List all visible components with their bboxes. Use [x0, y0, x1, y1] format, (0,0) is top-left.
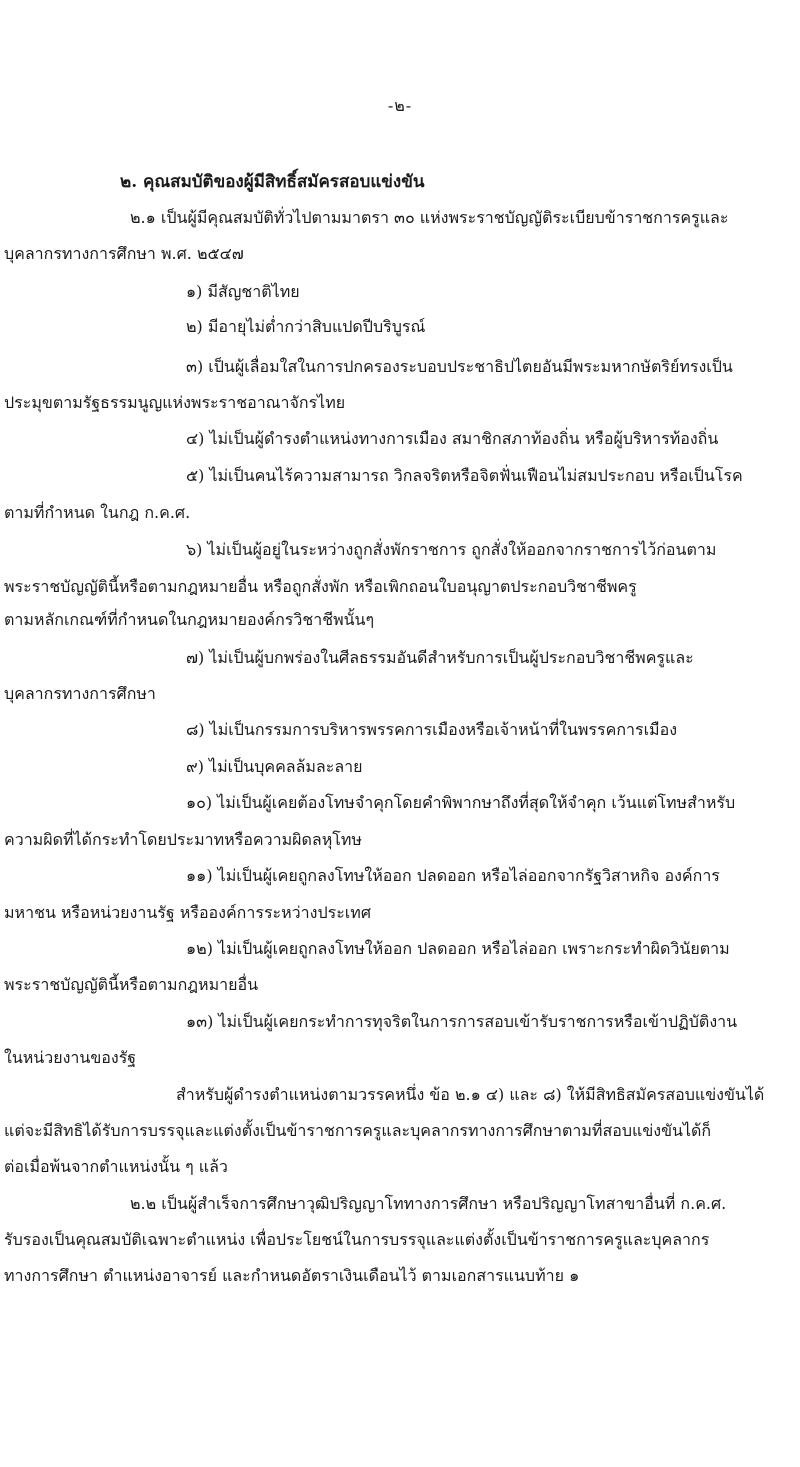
page-number: -๒- — [387, 96, 413, 115]
clause-2-2-line-1: ๒.๒ เป็นผู้สำเร็จการศึกษาวุฒิปริญญาโททางการศึกษา หรือปริญญาโทสาขาอื่นที่ ก.ค.ศ. — [130, 1194, 727, 1213]
clause-2-1-line-1: ๒.๑ เป็นผู้มีคุณสมบัติทั่วไปตามมาตรา ๓๐ แห่งพระราชบัญญัติระเบียบข้าราชการครูและ — [130, 208, 729, 227]
item-13-line-2: ในหน่วยงานของรัฐ — [4, 1048, 137, 1067]
item-10-line-1: ๑๐) ไม่เป็นผู้เคยต้องโทษจำคุกโดยคำพิพากษาถึงที่สุดให้จำคุก เว้นแต่โทษสำหรับ — [186, 793, 736, 812]
item-11-line-1: ๑๑) ไม่เป็นผู้เคยถูกลงโทษให้ออก ปลดออก หรือไล่ออกจากรัฐวิสาหกิจ องค์การ — [186, 866, 720, 885]
item-13-line-1: ๑๓) ไม่เป็นผู้เคยกระทำการทุจริตในการการสอบเข้ารับราชการหรือเข้าปฏิบัติงาน — [186, 1012, 738, 1031]
item-12-line-1: ๑๒) ไม่เป็นผู้เคยถูกลงโทษให้ออก ปลดออก หรือไล่ออก เพราะกระทำผิดวินัยตาม — [186, 939, 730, 958]
item-12-line-2: พระราชบัญญัตินี้หรือตามกฎหมายอื่น — [4, 975, 259, 994]
item-1: ๑) มีสัญชาติไทย — [186, 282, 300, 301]
note-line-2: แต่จะมีสิทธิได้รับการบรรจุและแต่งตั้งเป็นข้าราชการครูและบุคลากรทางการศึกษาตามที่สอบแข่งขันได้ก็ — [4, 1121, 712, 1140]
item-8: ๘) ไม่เป็นกรรมการบริหารพรรคการเมืองหรือเจ้าหน้าที่ในพรรคการเมือง — [186, 720, 678, 739]
clause-2-2-line-3: ทางการศึกษา ตำแหน่งอาจารย์ และกำหนดอัตราเงินเดือนไว้ ตามเอกสารแนบท้าย ๑ — [4, 1266, 580, 1285]
item-3-line-2: ประมุขตามรัฐธรรมนูญแห่งพระราชอาณาจักรไทย — [4, 393, 346, 412]
item-9: ๙) ไม่เป็นบุคคลล้มละลาย — [186, 757, 363, 776]
item-3-line-1: ๓) เป็นผู้เลื่อมใสในการปกครองระบอบประชาธิปไตยอันมีพระมหากษัตริย์ทรงเป็น — [186, 357, 733, 376]
item-11-line-2: มหาชน หรือหน่วยงานรัฐ หรือองค์การระหว่างประเทศ — [4, 903, 371, 922]
note-line-3: ต่อเมื่อพ้นจากตำแหน่งนั้น ๆ แล้ว — [4, 1157, 228, 1176]
item-4: ๔) ไม่เป็นผู้ดำรงตำแหน่งทางการเมือง สมาชิกสภาท้องถิ่น หรือผู้บริหารท้องถิ่น — [186, 429, 719, 448]
item-10-line-2: ความผิดที่ได้กระทำโดยประมาทหรือความผิดลหุโทษ — [4, 830, 362, 849]
section-heading: ๒. คุณสมบัติของผู้มีสิทธิ์สมัครสอบแข่งขัน — [120, 172, 425, 192]
clause-2-1-line-2: บุคลากรทางการศึกษา พ.ศ. ๒๕๔๗ — [4, 244, 244, 263]
item-5-line-2: ตามที่กำหนด ในกฎ ก.ค.ศ. — [4, 503, 191, 522]
item-6-line-1: ๖) ไม่เป็นผู้อยู่ในระหว่างถูกสั่งพักราชการ ถูกสั่งให้ออกจากราชการไว้ก่อนตาม — [186, 540, 717, 559]
item-7-line-2: บุคลากรทางการศึกษา — [4, 684, 156, 703]
item-6-line-3: ตามหลักเกณฑ์ที่กำหนดในกฎหมายองค์กรวิชาชีพนั้นๆ — [4, 610, 375, 629]
note-line-1: สำหรับผู้ดำรงตำแหน่งตามวรรคหนึ่ง ข้อ ๒.๑ ๔) และ ๘) ให้มีสิทธิสมัครสอบแข่งขันได้ — [176, 1085, 765, 1104]
clause-2-2-line-2: รับรองเป็นคุณสมบัติเฉพาะตำแหน่ง เพื่อประโยชน์ในการบรรจุและแต่งตั้งเป็นข้าราชการครูและบุคลากร — [4, 1230, 710, 1249]
item-7-line-1: ๗) ไม่เป็นผู้บกพร่องในศีลธรรมอันดีสำหรับการเป็นผู้ประกอบวิชาชีพครูและ — [186, 648, 694, 667]
item-2: ๒) มีอายุไม่ต่ำกว่าสิบแปดปีบริบูรณ์ — [186, 317, 426, 336]
item-5-line-1: ๕) ไม่เป็นคนไร้ความสามารถ วิกลจริตหรือจิตฟั่นเฟือนไม่สมประกอบ หรือเป็นโรค — [186, 466, 743, 485]
item-6-line-2: พระราชบัญญัตินี้หรือตามกฎหมายอื่น หรือถูกสั่งพัก หรือเพิกถอนใบอนุญาตประกอบวิชาชีพครู — [4, 577, 637, 596]
